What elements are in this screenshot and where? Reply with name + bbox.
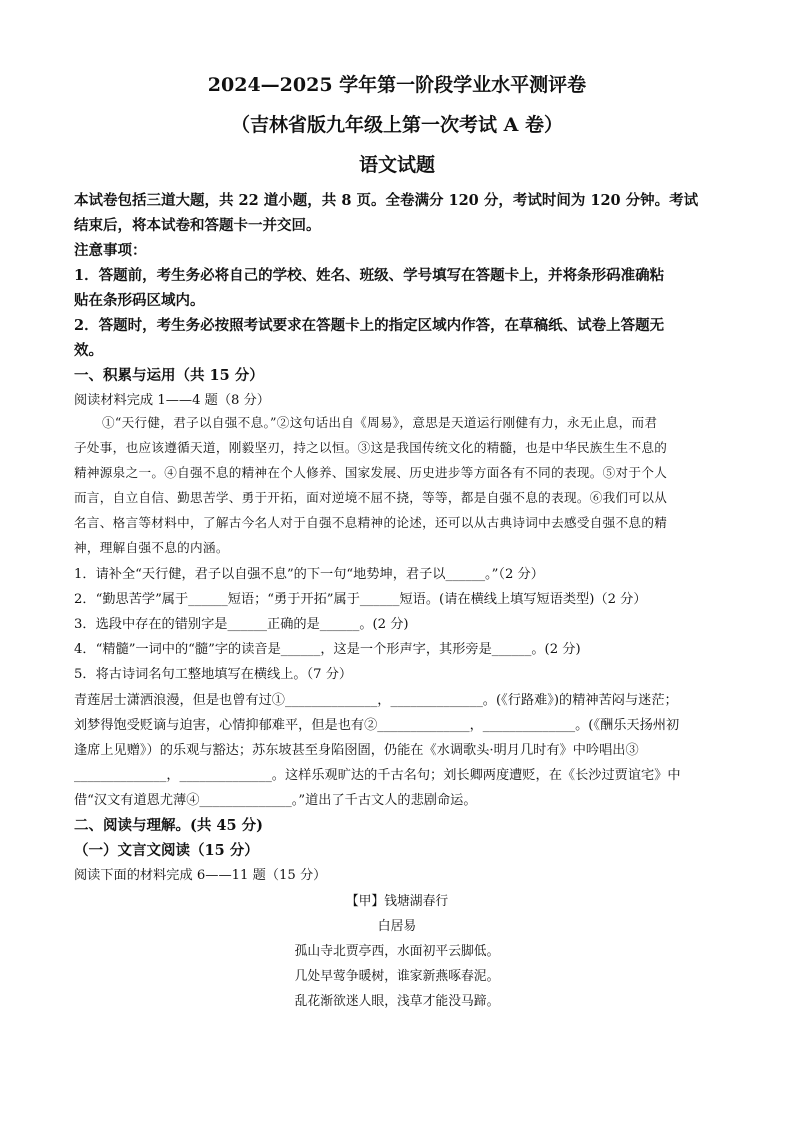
- question-5-text: 刘梦得饱受贬谪与迫害，心情抑郁难平，但是也有②______________，______________。(《酬乐天扬州初: [74, 718, 680, 733]
- question-5-text: 青莲居士潇洒浪漫，但是也曾有过①______________，______________。(《行路难》)的精神苦闷与迷茫；: [74, 693, 678, 708]
- subsection-heading: （一）文言文阅读（15 分）: [74, 842, 259, 859]
- section-heading: 二、阅读与理解。(共 45 分): [74, 817, 263, 834]
- section-heading: 一、积累与运用（共 15 分）: [74, 367, 264, 384]
- question-1: 1．请补全“天行健，君子以自强不息”的下一句“地势坤，君子以______。”（2 分）: [74, 567, 544, 582]
- passage-line: 精神源泉之一。④自强不息的精神在个人修养、国家发展、历史进步等方面各有不同的表现。⑤对于个人: [74, 465, 668, 480]
- passage-line: ①“天行健，君子以自强不息。”②这句话出自《周易》，意思是天道运行刚健有力，永无止息，而君: [102, 415, 658, 430]
- poem-line: 孤山寺北贾亭西，水面初平云脚低。: [294, 944, 500, 959]
- question-5: 5．将古诗词名句工整地填写在横线上。（7 分）: [74, 667, 353, 682]
- passage-line: 子处事，也应该遵循天道，刚毅坚刃，持之以恒。③这是我国传统文化的精髓，也是中华民族生生不息的: [74, 440, 668, 455]
- notice-item: 贴在条形码区域内。: [74, 292, 205, 309]
- intro-line: 本试卷包括三道大题，共 22 道小题，共 8 页。全卷满分 120 分，考试时间为 120 分钟。考试: [74, 192, 699, 209]
- question-4: 4．“精髓”一词中的“髓”字的读音是______，这是一个形声字，其形旁是______。(2 分): [74, 642, 581, 657]
- poem-title: 【甲】钱塘湖春行: [345, 894, 449, 909]
- notice-heading: 注意事项：: [74, 242, 147, 259]
- exam-title: 2024—2025 学年第一阶段学业水平测评卷: [207, 74, 587, 96]
- exam-subtitle: （吉林省版九年级上第一次考试 A 卷）: [231, 114, 563, 136]
- question-5-text: 逢席上见赠》）的乐观与豁达；苏东坡甚至身陷囹圄，仍能在《水调歌头·明月几时有》中吟唱出③: [74, 743, 639, 758]
- passage-line: 而言，自立自信、勤思苦学、勇于开拓，面对逆境不屈不挠，等等，都是自强不息的表现。⑥我们可以从: [74, 490, 668, 505]
- question-2: 2．“勤思苦学”属于______短语；“勇于开拓”属于______短语。(请在横线上填写短语类型)（2 分）: [74, 592, 647, 607]
- section-instruction: 阅读材料完成 1——4 题（8 分）: [74, 393, 270, 408]
- passage-line: 名言、格言等材料中，了解古今名人对于自强不息精神的论述，还可以从古典诗词中去感受自强不息的精: [74, 515, 668, 530]
- notice-item: 2．答题时，考生务必按照考试要求在答题卡上的指定区域内作答，在草稿纸、试卷上答题无: [74, 317, 665, 334]
- subject-title: 语文试题: [358, 154, 435, 176]
- passage-line: 神，理解自强不息的内涵。: [74, 540, 229, 555]
- section-instruction: 阅读下面的材料完成 6——11 题（15 分）: [74, 868, 327, 883]
- poem-line: 乱花渐欲迷人眼，浅草才能没马蹄。: [294, 994, 500, 1009]
- poem-author: 白居易: [377, 919, 417, 934]
- notice-item: 效。: [74, 342, 103, 359]
- intro-line: 结束后，将本试卷和答题卡一并交回。: [74, 217, 321, 234]
- question-3: 3．选段中存在的错别字是______正确的是______。(2 分): [74, 617, 409, 632]
- question-5-text: 借“汉文有道恩尤薄④______________。”道出了千古文人的悲剧命运。: [74, 793, 477, 808]
- poem-line: 几处早莺争暖树，谁家新燕啄春泥。: [294, 969, 500, 984]
- notice-item: 1．答题前，考生务必将自己的学校、姓名、班级、学号填写在答题卡上，并将条形码准确粘: [74, 267, 665, 284]
- question-5-text: ______________，______________。这样乐观旷达的千古名句；刘长卿两度遭贬，在《长沙过贾谊宅》中: [74, 768, 681, 783]
